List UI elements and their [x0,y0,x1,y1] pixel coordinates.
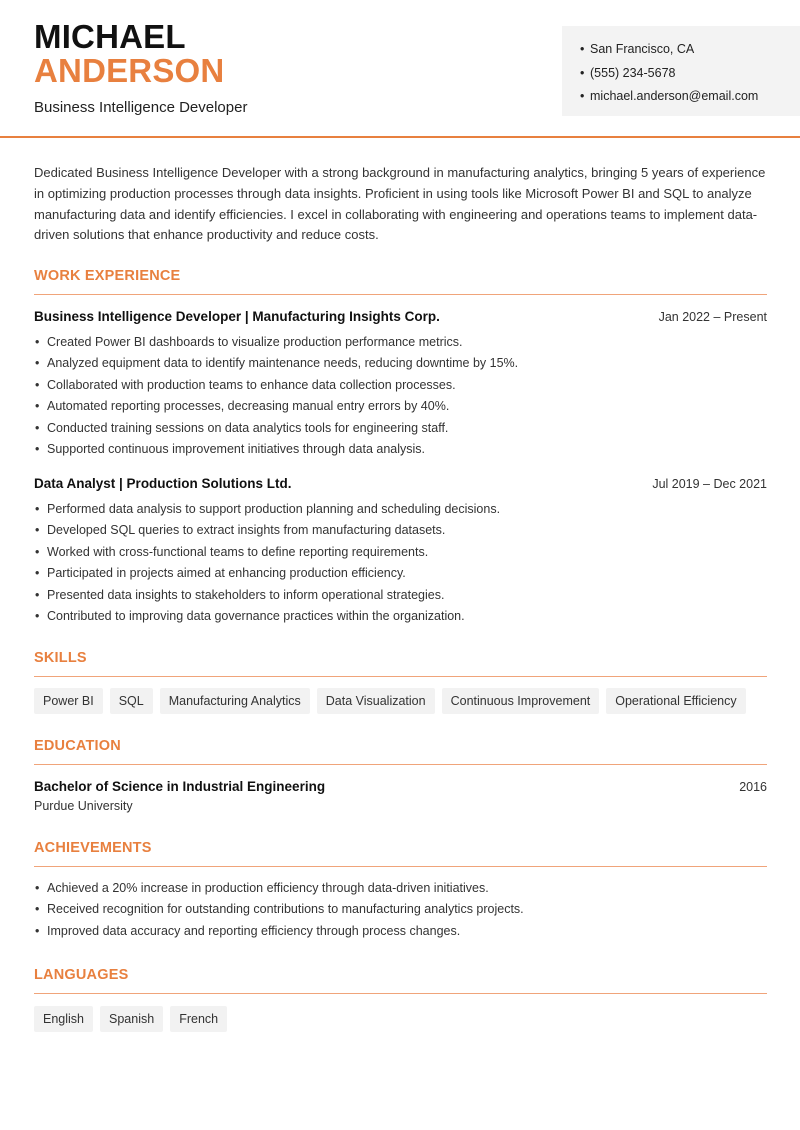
job-header [34,476,767,491]
section-divider [34,764,767,765]
last-name: ANDERSON [34,52,225,89]
job-title-headline: Business Intelligence Developer [34,99,248,116]
list-item: • Achieved a 20% increase in production efficiency through data-driven initiatives. [34,878,767,899]
contact-box [562,26,800,116]
language-tag: English [34,1006,93,1032]
list-item: • Analyzed equipment data to identify maintenance needs, reducing downtime by 15%. [34,353,767,374]
resume-header [0,0,800,138]
job-title: Data Analyst | Production Solutions Ltd. [34,476,292,491]
list-item: • Created Power BI dashboards to visualize production performance metrics. [34,332,767,353]
job-date: Jul 2019 – Dec 2021 [652,477,767,491]
first-name: MICHAEL [34,18,186,55]
section-title-education: EDUCATION [34,738,121,754]
section-divider [34,993,767,994]
contact-location: • San Francisco, CA [580,38,800,62]
summary-paragraph: Dedicated Business Intelligence Developer with a strong background in manufacturing analytics, bringing 5 years of experience in optimizing production processes through data insights. Proficient in using tools like Microsoft Power BI and SQL to analyze manufacturing data and identify efficiencies. I excel in collaborating with engineering and operations teams to implement data-driven solutions that enhance productivity and reduce costs. [34,165,766,243]
section-title-languages: LANGUAGES [34,967,129,983]
list-item: • Performed data analysis to support production planning and scheduling decisions. [34,499,767,520]
language-tag: French [170,1006,227,1032]
job-bullets [34,332,767,460]
contact-phone: • (555) 234-5678 [580,62,800,86]
achievement-bullets [34,878,767,942]
contact-email: • michael.anderson@email.com [580,85,800,109]
list-item: • Supported continuous improvement initiatives through data analysis. [34,439,767,460]
job-title: Business Intelligence Developer | Manufacturing Insights Corp. [34,309,440,324]
section-title-skills: SKILLS [34,650,87,666]
list-item: • Participated in projects aimed at enhancing production efficiency. [34,563,767,584]
skill-tag: Continuous Improvement [442,688,600,714]
skill-tag: Data Visualization [317,688,435,714]
list-item: • Worked with cross-functional teams to define reporting requirements. [34,542,767,563]
list-item: • Received recognition for outstanding contributions to manufacturing analytics projects. [34,899,767,920]
section-divider [34,866,767,867]
list-item: • Automated reporting processes, decreasing manual entry errors by 40%. [34,396,767,417]
skill-tag: Manufacturing Analytics [160,688,310,714]
graduation-year: 2016 [739,780,767,794]
education-header [34,779,767,794]
language-tag: Spanish [100,1006,163,1032]
list-item: • Developed SQL queries to extract insights from manufacturing datasets. [34,520,767,541]
list-item: • Improved data accuracy and reporting efficiency through process changes. [34,921,767,942]
section-divider [34,676,767,677]
section-title-work: WORK EXPERIENCE [34,268,181,284]
skills-tags [34,688,746,714]
language-tags [34,1006,227,1032]
skill-tag: Power BI [34,688,103,714]
degree: Bachelor of Science in Industrial Engineering [34,779,326,794]
job-header [34,309,767,324]
school-name: Purdue University [34,799,133,813]
job-date: Jan 2022 – Present [658,310,767,324]
list-item: • Presented data insights to stakeholders to inform operational strategies. [34,585,767,606]
list-item: • Contributed to improving data governance practices within the organization. [34,606,767,627]
list-item: • Conducted training sessions on data analytics tools for engineering staff. [34,418,767,439]
skill-tag: Operational Efficiency [606,688,745,714]
skill-tag: SQL [110,688,153,714]
full-name [34,20,224,88]
section-title-achievements: ACHIEVEMENTS [34,840,152,856]
job-bullets [34,499,767,627]
list-item: • Collaborated with production teams to enhance data collection processes. [34,375,767,396]
section-divider [34,294,767,295]
